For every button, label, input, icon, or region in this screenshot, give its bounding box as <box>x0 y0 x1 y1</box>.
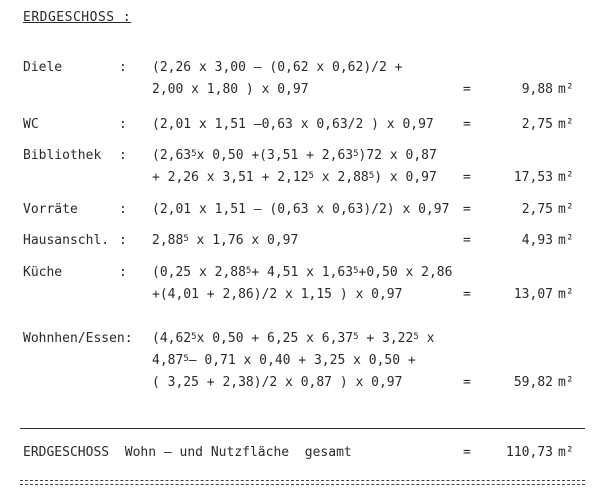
formula-line <box>152 353 416 369</box>
room-area-unit: m² <box>558 117 574 132</box>
formula-text: x 0,50 +(3,51 + 2,63 <box>196 148 354 163</box>
room-equals: = <box>463 82 471 97</box>
room-area-value: 4,93 <box>521 233 553 248</box>
room-name: Wohnhen/Essen: <box>23 331 133 346</box>
room-colon: : <box>119 202 127 217</box>
formula-text: x 2,88 <box>313 170 369 185</box>
room-area-unit: m² <box>558 202 574 217</box>
exponent: 5 <box>183 234 189 244</box>
formula-text: +(4,01 + 2,86)/2 x 1,15 ) x 0,97 <box>152 287 403 302</box>
exponent: 5 <box>191 149 197 159</box>
room-name: Küche <box>23 265 63 280</box>
room-area-value: 17,53 <box>513 170 553 185</box>
formula-text: x 0,50 + 6,25 x 6,37 <box>196 331 354 346</box>
formula-line <box>152 375 402 391</box>
formula-line <box>152 117 434 133</box>
room-area-unit: m² <box>558 233 574 248</box>
formula-line <box>152 148 437 164</box>
room-equals: = <box>463 287 471 302</box>
total-equals: = <box>463 445 471 460</box>
formula-text: +0,50 x 2,86 <box>358 265 453 280</box>
room-name: Diele <box>23 60 63 75</box>
exponent: 5 <box>245 266 252 276</box>
formula-text: (0,25 x 2,88 <box>152 265 246 280</box>
total-unit: m² <box>558 445 574 460</box>
room-colon: : <box>119 265 127 280</box>
room-equals: = <box>463 117 471 132</box>
formula-text: + 2,26 x 3,51 + 2,12 <box>152 170 309 185</box>
room-name: Hausanschl. <box>23 233 110 248</box>
formula-text: x 1,76 x 0,97 <box>188 233 299 248</box>
formula-text: )72 x 0,87 <box>358 148 437 163</box>
exponent: 5 <box>368 171 375 181</box>
room-area-unit: m² <box>558 170 574 185</box>
room-area-unit: m² <box>558 375 574 390</box>
total-value: 110,73 <box>506 445 553 460</box>
formula-text: (2,63 <box>152 148 192 163</box>
formula-text: (2,01 x 1,51 – (0,63 x 0,63)/2) x 0,97 <box>152 202 450 217</box>
room-area-value: 2,75 <box>521 117 553 132</box>
exponent: 5 <box>308 171 314 181</box>
formula-line <box>152 265 452 281</box>
exponent: 5 <box>353 332 359 342</box>
formula-line <box>152 331 434 347</box>
formula-text: (4,62 <box>152 331 192 346</box>
section-heading: ERDGESCHOSS : <box>23 10 132 25</box>
room-equals: = <box>463 170 471 185</box>
room-area-unit: m² <box>558 82 574 97</box>
room-area-unit: m² <box>558 287 574 302</box>
formula-text: ( 3,25 + 2,38)/2 x 0,87 ) x 0,97 <box>152 375 403 390</box>
room-area-value: 13,07 <box>513 287 553 302</box>
formula-line <box>152 202 449 218</box>
formula-line <box>152 233 298 249</box>
double-underline <box>20 480 585 485</box>
formula-line <box>152 170 437 186</box>
exponent: 5 <box>191 332 197 342</box>
formula-text: + 3,22 <box>358 331 414 346</box>
formula-line <box>152 60 402 76</box>
formula-text: (2,26 x 3,00 – (0,62 x 0,62)/2 + <box>152 60 403 75</box>
room-colon: : <box>119 117 127 132</box>
formula-text: (2,01 x 1,51 –0,63 x 0,63/2 ) x 0,97 <box>152 117 434 132</box>
exponent: 5 <box>183 354 189 364</box>
room-equals: = <box>463 202 471 217</box>
room-area-value: 2,75 <box>521 202 553 217</box>
exponent: 5 <box>353 266 359 276</box>
formula-line <box>152 287 402 303</box>
room-name: Bibliothek <box>23 148 102 163</box>
formula-text: 2,88 <box>152 233 184 248</box>
exponent: 5 <box>353 149 359 159</box>
formula-text: 4,87 <box>152 353 184 368</box>
divider-line <box>20 428 585 429</box>
room-equals: = <box>463 375 471 390</box>
exponent: 5 <box>413 332 419 342</box>
room-equals: = <box>463 233 471 248</box>
formula-line <box>152 82 309 98</box>
room-area-value: 9,88 <box>521 82 553 97</box>
room-area-value: 59,82 <box>513 375 553 390</box>
formula-text: – 0,71 x 0,40 + 3,25 x 0,50 + <box>188 353 416 368</box>
formula-text: ) x 0,97 <box>374 170 437 185</box>
room-colon: : <box>119 60 127 75</box>
formula-text: + 4,51 x 1,63 <box>251 265 354 280</box>
room-colon: : <box>119 148 127 163</box>
room-name: WC <box>23 117 39 132</box>
room-colon: : <box>119 233 127 248</box>
room-name: Vorräte <box>23 202 78 217</box>
formula-text: 2,00 x 1,80 ) x 0,97 <box>152 82 309 97</box>
formula-text: x <box>418 331 435 346</box>
total-label: ERDGESCHOSS Wohn – und Nutzfläche gesamt <box>23 445 352 460</box>
